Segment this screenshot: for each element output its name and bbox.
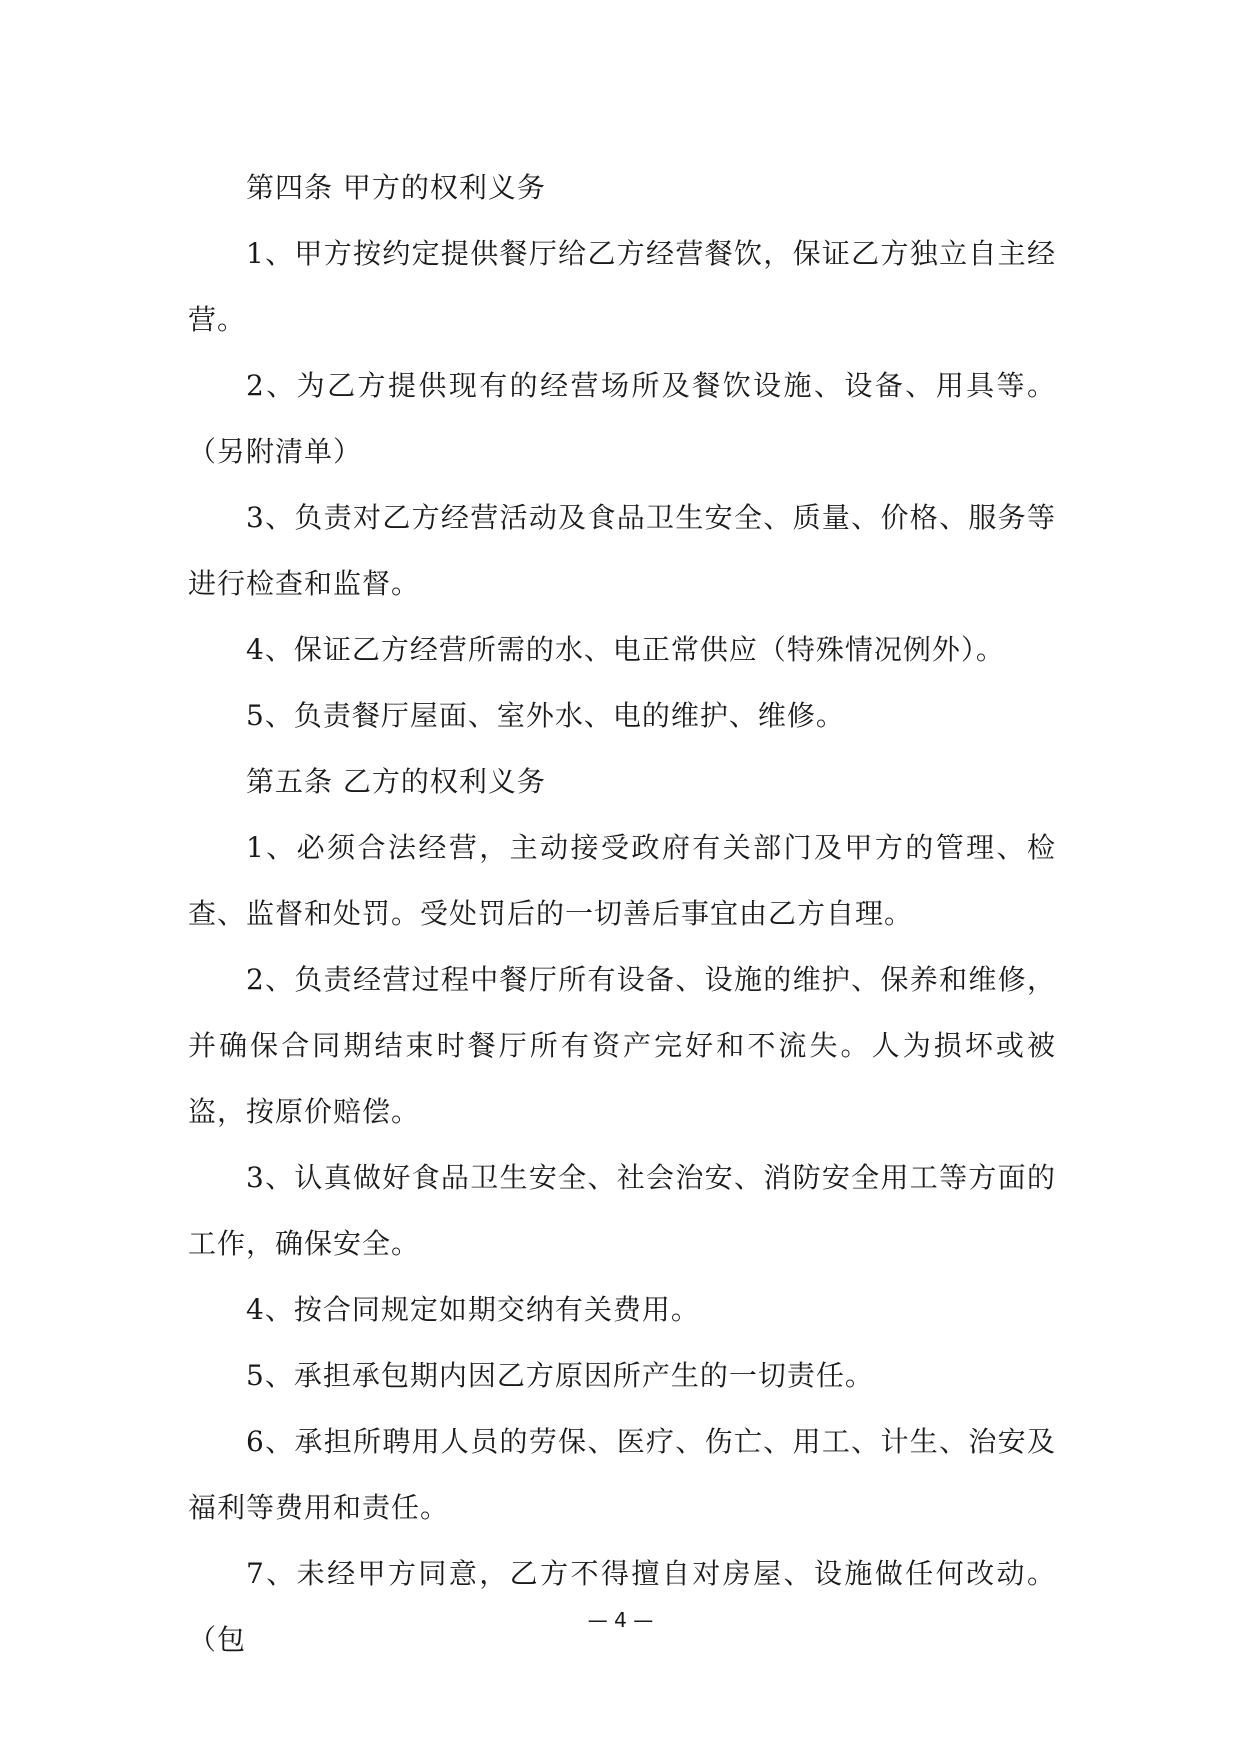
section-heading-article-5: 第五条 乙方的权利义务 — [246, 765, 546, 798]
clause-5-5: 5、承担承包期内因乙方原因所产生的一切责任。 — [246, 1359, 874, 1392]
clause-4-3: 3、负责对乙方经营活动及食品卫生安全、质量、价格、服务等进行检查和监督。 — [188, 501, 1056, 600]
clause-4-5: 5、负责餐厅屋面、室外水、电的维护、维修。 — [246, 699, 845, 732]
clause-5-6: 6、承担所聘用人员的劳保、医疗、伤亡、用工、计生、治安及福利等费用和责任。 — [188, 1425, 1056, 1524]
clause-4-1: 1、甲方按约定提供餐厅给乙方经营餐饮，保证乙方独立自主经营。 — [188, 237, 1056, 336]
clause-4-2: 2、为乙方提供现有的经营场所及餐饮设施、设备、用具等。（另附清单） — [188, 369, 1056, 468]
document-body — [188, 155, 1056, 1673]
section-heading-article-4: 第四条 甲方的权利义务 — [246, 171, 546, 204]
clause-5-7: 7、未经甲方同意，乙方不得擅自对房屋、设施做任何改动。（包 — [188, 1557, 1056, 1656]
page-number: — 4 — — [587, 1608, 654, 1632]
clause-5-2: 2、负责经营过程中餐厅所有设备、设施的维护、保养和维修，并确保合同期结束时餐厅所有资产完好和不流失。人为损坏或被盗，按原价赔偿。 — [188, 963, 1056, 1128]
clause-5-1: 1、必须合法经营，主动接受政府有关部门及甲方的管理、检查、监督和处罚。受处罚后的一切善后事宜由乙方自理。 — [188, 831, 1056, 930]
clause-5-4: 4、按合同规定如期交纳有关费用。 — [246, 1293, 700, 1326]
clause-4-4: 4、保证乙方经营所需的水、电正常供应（特殊情况例外）。 — [246, 633, 1005, 666]
clause-5-3: 3、认真做好食品卫生安全、社会治安、消防安全用工等方面的工作，确保安全。 — [188, 1161, 1056, 1260]
